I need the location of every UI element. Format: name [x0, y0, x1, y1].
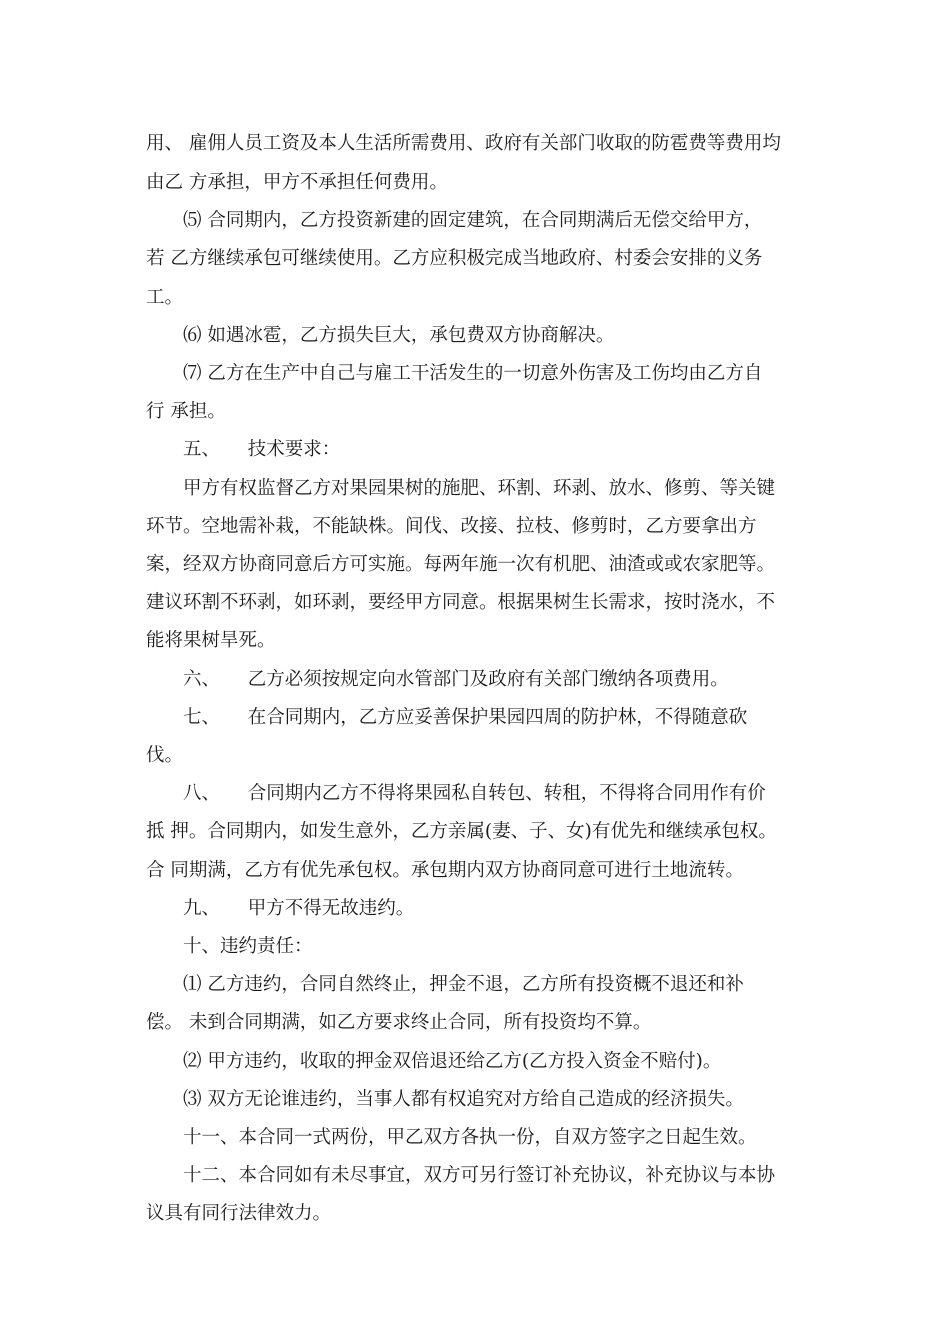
- section-heading: 五、 技术要求：: [183, 439, 341, 460]
- section-heading: 六、 乙方必须按规定向水管部门及政府有关部门缴纳各项费用。: [183, 669, 729, 690]
- text-line: ⑸ 合同期内，乙方投资新建的固定建筑，在合同期满后无偿交给甲方，: [183, 210, 763, 231]
- text-line: ⑵ 甲方违约，收取的押金双倍退还给乙方(乙方投入资金不赔付)。: [183, 1051, 722, 1072]
- text-line: 偿。 未到合同期满，如乙方要求终止合同，所有投资均不算。: [146, 1012, 652, 1033]
- text-line: 若 乙方继续承包可继续使用。乙方应积极完成当地政府、村委会安排的义务: [146, 248, 763, 269]
- section-heading: 十、违约责任：: [183, 936, 313, 957]
- section-heading: 十一、本合同一式两份，甲乙双方各执一份，自双方签字之日起生效。: [183, 1127, 757, 1148]
- text-line: 环节。空地需补栽，不能缺株。间伐、改接、拉枝、修剪时，乙方要拿出方: [146, 516, 757, 537]
- text-line: 甲方有权监督乙方对果园果树的施肥、环割、环剥、放水、修剪、等关键: [183, 478, 776, 499]
- section-heading: 八、 合同期内乙方不得将果园私自转包、转租，不得将合同用作有价: [183, 783, 766, 804]
- text-line: ⑹ 如遇冰雹，乙方损失巨大，承包费双方协商解决。: [183, 325, 615, 346]
- text-line: 由乙 方承担，甲方不承担任何费用。: [146, 172, 448, 193]
- text-line: 抵 押。合同期内，如发生意外，乙方亲属(妻、子、女)有优先和继续承包权。: [146, 821, 777, 842]
- text-line: 用、 雇佣人员工资及本人生活所需费用、政府有关部门收取的防雹费等费用均: [146, 133, 781, 154]
- section-heading: 七、 在合同期内，乙方应妥善保护果园四周的防护林，不得随意砍: [183, 707, 748, 728]
- text-line: 案，经双方协商同意后方可实施。每两年施一次有机肥、油渣或或农家肥等。: [146, 554, 776, 575]
- text-line: ⑴ 乙方违约，合同自然终止，押金不退，乙方所有投资概不退还和补: [183, 974, 744, 995]
- section-heading: 九、 甲方不得无故违约。: [183, 898, 415, 919]
- text-line: 建议环割不环剥，如环剥，要经甲方同意。根据果树生长需求，按时浇水，不: [146, 592, 776, 613]
- text-line: 伐。: [146, 745, 184, 766]
- text-line: 能将果树旱死。: [146, 630, 276, 651]
- text-line: 合 同期满，乙方有优先承包权。承包期内双方协商同意可进行土地流转。: [146, 860, 744, 881]
- text-line: 行 承担。: [146, 401, 226, 422]
- text-line: ⑺ 乙方在生产中自己与雇工干活发生的一切意外伤害及工伤均由乙方自: [183, 363, 763, 384]
- text-line: 工。: [146, 287, 184, 308]
- section-heading: 十二、本合同如有未尽事宜，双方可另行签订补充协议，补充协议与本协: [183, 1165, 776, 1186]
- text-line: 议具有同行法律效力。: [146, 1203, 332, 1224]
- text-line: ⑶ 双方无论谁违约，当事人都有权追究对方给自己造成的经济损失。: [183, 1089, 744, 1110]
